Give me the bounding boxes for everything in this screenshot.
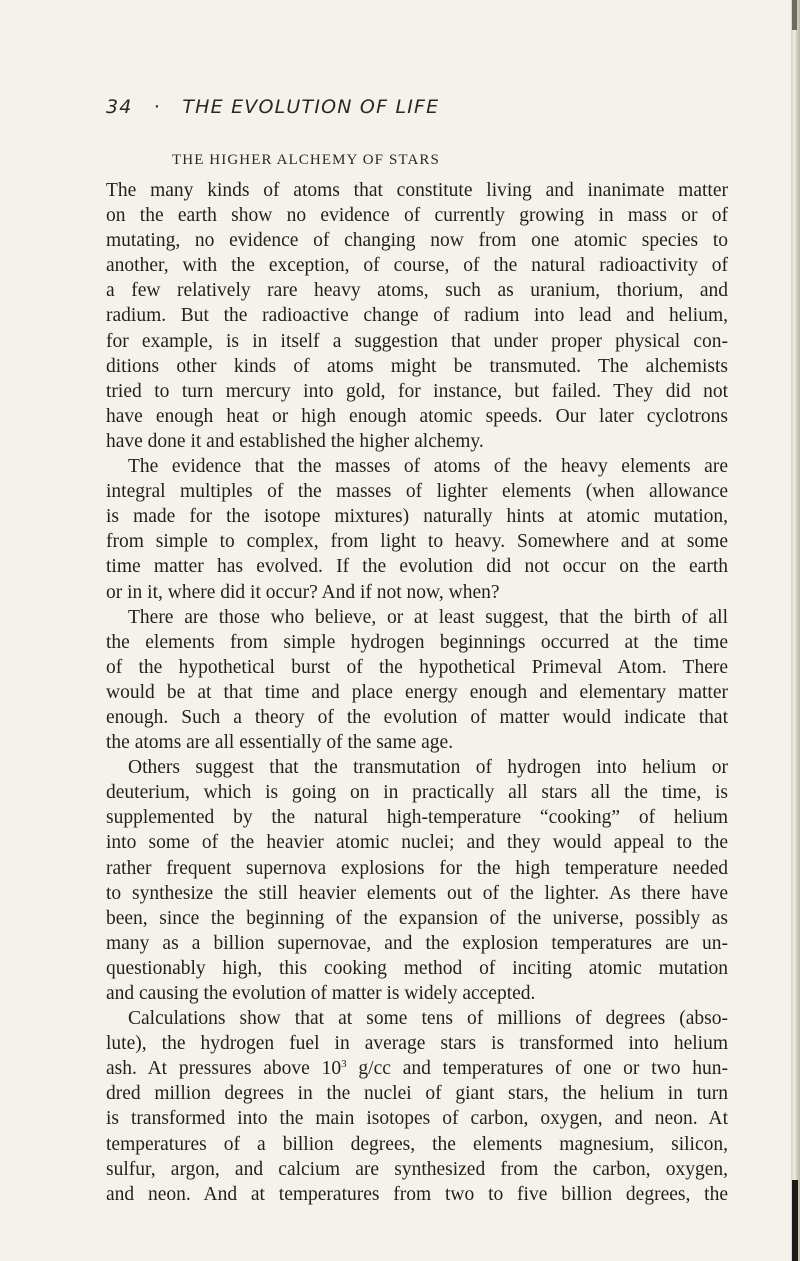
text-line: to synthesize the still heavier elements out of the lighter. As there have [106, 882, 728, 904]
text-line: time matter has evolved. If the evolution did not occur on the earth [106, 556, 728, 578]
text-line: of the hypothetical burst of the hypothetical Primeval Atom. There [106, 656, 728, 678]
running-head [106, 96, 439, 118]
page-edge-shadow-top [792, 0, 797, 30]
text-line: The many kinds of atoms that constitute living and inanimate matter [106, 180, 728, 201]
section-title: THE HIGHER ALCHEMY OF STARS [172, 152, 440, 168]
text-line: supplemented by the natural high-temperature “cooking” of helium [106, 807, 728, 829]
header-separator: · [153, 96, 162, 118]
text-line: enough. Such a theory of the evolution of matter would indicate that [106, 706, 728, 728]
text-line: Others suggest that the transmutation of hydrogen into helium or [128, 757, 728, 779]
text-line: many as a billion supernovae, and the explosion temperatures are un- [106, 932, 728, 954]
body-text [106, 178, 728, 1207]
page-number: 34 [106, 96, 133, 118]
text-line: the elements from simple hydrogen beginnings occurred at the time [106, 631, 728, 653]
text-line: and causing the evolution of matter is widely accepted. [106, 983, 536, 1004]
text-line: rather frequent supernova explosions for the high temperature needed [106, 857, 728, 879]
text-line: mutating, no evidence of changing now from one atomic species to [106, 230, 728, 252]
text-line: have enough heat or high enough atomic speeds. Our later cyclotrons [106, 405, 728, 427]
text-line: another, with the exception, of course, of the natural radioactivity of [106, 255, 728, 277]
text-line: lute), the hydrogen fuel in average stars is transformed into helium [106, 1033, 728, 1055]
page-edge-shadow-bottom [792, 1180, 798, 1261]
text-line: The evidence that the masses of atoms of the heavy elements are [128, 456, 728, 478]
text-line: tried to turn mercury into gold, for instance, but failed. They did not [106, 380, 728, 402]
text-line: deuterium, which is going on in practically all stars all the time, is [106, 782, 728, 804]
text-line: is transformed into the main isotopes of carbon, oxygen, and neon. At [106, 1108, 728, 1130]
text-line: into some of the heavier atomic nuclei; and they would appeal to the [106, 832, 728, 854]
text-line: is made for the isotope mixtures) naturally hints at atomic mutation, [106, 506, 728, 528]
text-line: been, since the beginning of the expansion of the universe, possibly as [106, 907, 728, 929]
text-line: and neon. And at temperatures from two to five billion degrees, the [106, 1183, 728, 1205]
text-line-with-superscript [106, 1056, 728, 1081]
book-title: THE EVOLUTION OF LIFE [182, 96, 440, 118]
text-line: a few relatively rare heavy atoms, such as uranium, thorium, and [106, 280, 728, 302]
text-line: for example, is in itself a suggestion that under proper physical con- [106, 330, 728, 352]
text-line: from simple to complex, from light to heavy. Somewhere and at some [106, 531, 728, 553]
text-line: There are those who believe, or at least suggest, that the birth of all [128, 606, 728, 628]
text-line: have done it and established the higher alchemy. [106, 430, 484, 452]
exponent: 3 [341, 1058, 347, 1071]
text-line: would be at that time and place energy enough and elementary matter [106, 681, 728, 703]
page-edge [791, 0, 800, 1261]
text-line: ditions other kinds of atoms might be transmuted. The alchemists [106, 355, 728, 377]
text-line: integral multiples of the masses of lighter elements (when allowance [106, 481, 728, 503]
text-line: or in it, where did it occur? And if not now, when? [106, 581, 500, 603]
text-line: temperatures of a billion degrees, the elements magnesium, silicon, [106, 1133, 728, 1155]
text-line: radium. But the radioactive change of radium into lead and helium, [106, 305, 728, 327]
text-line: Calculations show that at some tens of millions of degrees (abso- [128, 1008, 728, 1030]
text-line: questionably high, this cooking method of inciting atomic mutation [106, 957, 728, 979]
text-line: dred million degrees in the nuclei of giant stars, the helium in turn [106, 1083, 728, 1105]
text-line: sulfur, argon, and calcium are synthesized from the carbon, oxygen, [106, 1158, 728, 1180]
text-line: the atoms are all essentially of the same age. [106, 732, 454, 754]
text-segment: ash. At pressures above 10 [106, 1058, 342, 1080]
text-segment: g/cc and temperatures of one or two hun- [346, 1058, 728, 1080]
text-line: on the earth show no evidence of currently growing in mass or of [106, 205, 728, 227]
